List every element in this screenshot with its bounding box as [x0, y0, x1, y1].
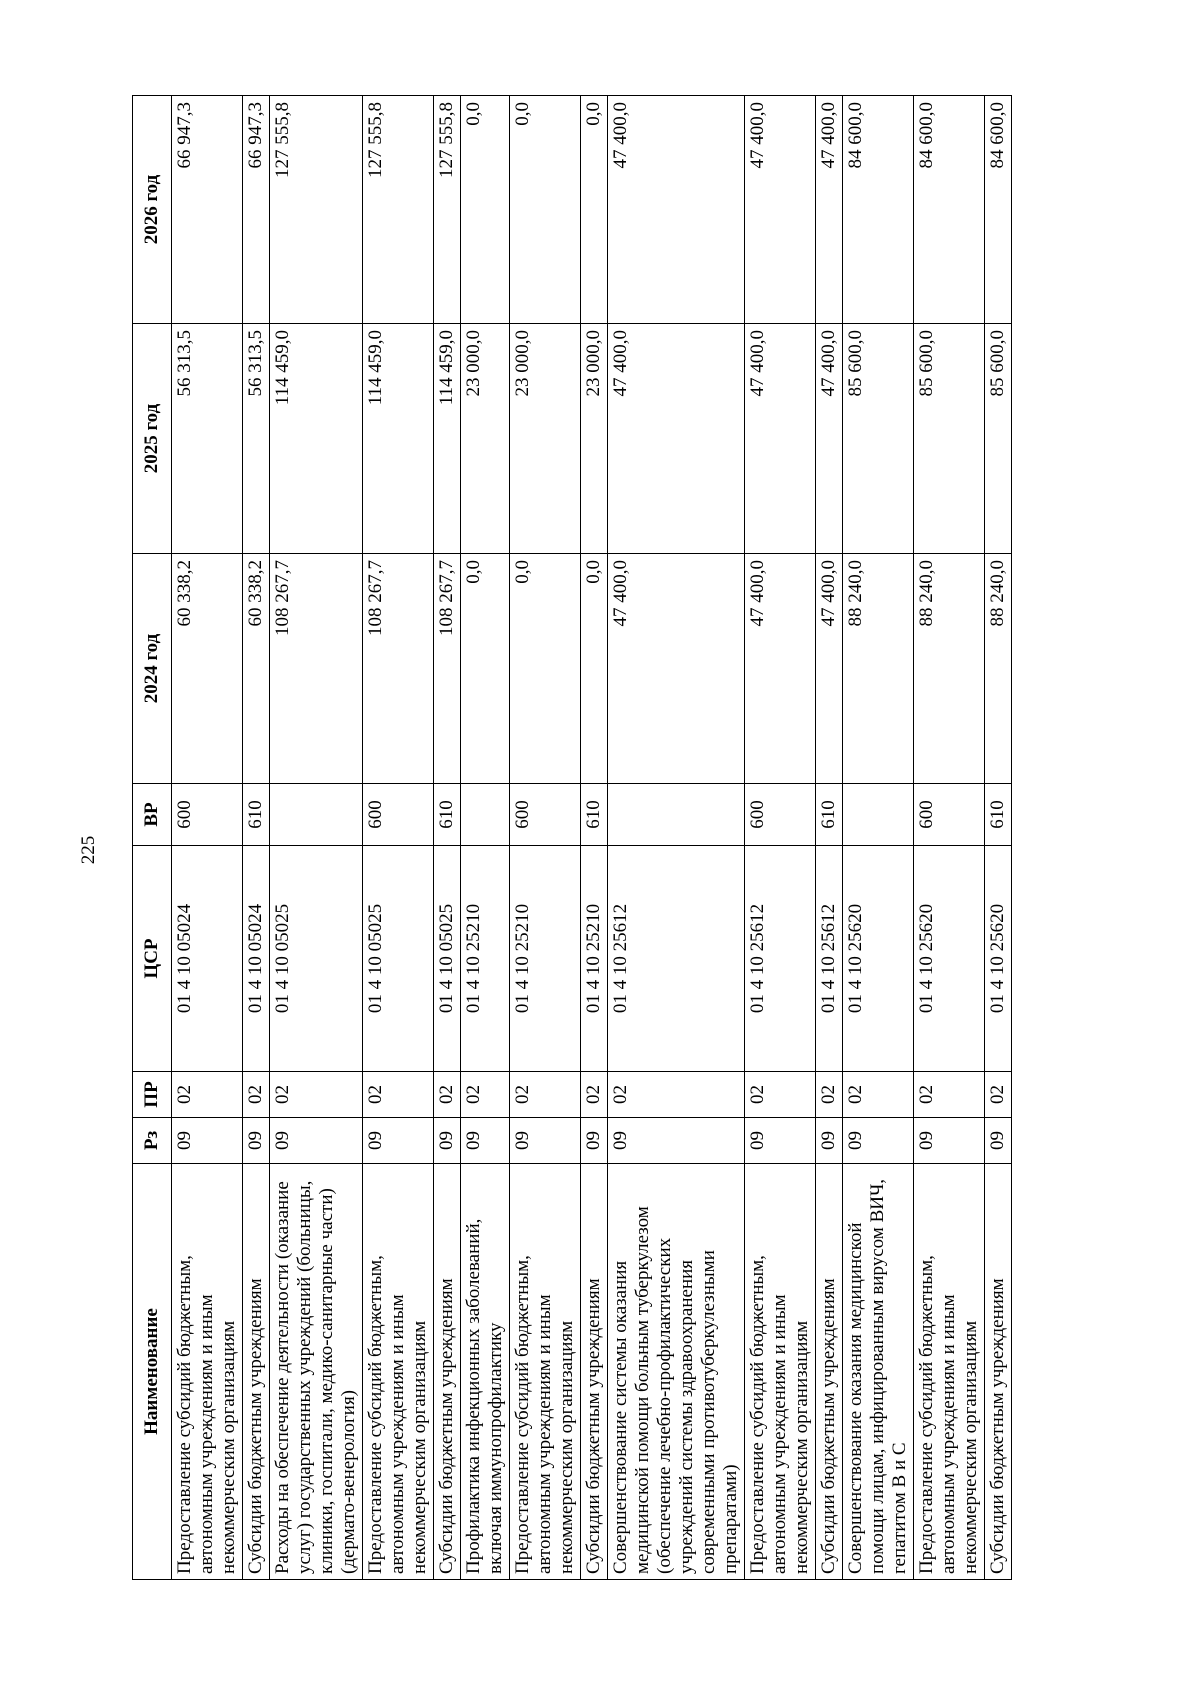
cell-csr: 01 4 10 25620: [843, 846, 914, 1072]
table-row: [816, 96, 843, 1580]
cell-name: Предоставление субсидий бюджетным, автономным учреждениям и иным некоммерческим организациям: [745, 1164, 816, 1580]
cell-vr: 600: [914, 784, 985, 846]
cell-2025: 114 459,0: [434, 324, 461, 554]
header-csr: ЦСР: [133, 846, 172, 1072]
cell-rz: 09: [363, 1118, 434, 1164]
cell-vr: [270, 784, 363, 846]
cell-pr: 02: [363, 1072, 434, 1118]
cell-pr: 02: [461, 1072, 510, 1118]
cell-rz: 09: [985, 1118, 1012, 1164]
cell-2026: 127 555,8: [270, 96, 363, 324]
cell-pr: 02: [172, 1072, 243, 1118]
cell-2025: 114 459,0: [270, 324, 363, 554]
cell-rz: 09: [434, 1118, 461, 1164]
table-row: [985, 96, 1012, 1580]
cell-2026: 66 947,3: [243, 96, 270, 324]
cell-2026: 127 555,8: [363, 96, 434, 324]
cell-2026: 0,0: [581, 96, 608, 324]
cell-2025: 114 459,0: [363, 324, 434, 554]
table-row: [745, 96, 816, 1580]
cell-pr: 02: [434, 1072, 461, 1118]
cell-2025: 23 000,0: [461, 324, 510, 554]
cell-name: Субсидии бюджетным учреждениям: [985, 1164, 1012, 1580]
header-rz: Рз: [133, 1118, 172, 1164]
cell-2025: 85 600,0: [843, 324, 914, 554]
cell-rz: 09: [581, 1118, 608, 1164]
cell-name: Субсидии бюджетным учреждениям: [434, 1164, 461, 1580]
cell-vr: [843, 784, 914, 846]
cell-rz: 09: [843, 1118, 914, 1164]
cell-csr: 01 4 10 25620: [985, 846, 1012, 1072]
table-row: [461, 96, 510, 1580]
cell-2026: 47 400,0: [745, 96, 816, 324]
cell-vr: 610: [434, 784, 461, 846]
cell-vr: 600: [510, 784, 581, 846]
header-2025: 2025 год: [133, 324, 172, 554]
cell-name: Совершенствование оказания медицинской помощи лицам, инфицированным вирусом ВИЧ, гепатитом В и С: [843, 1164, 914, 1580]
cell-csr: 01 4 10 05025: [434, 846, 461, 1072]
table-row: [363, 96, 434, 1580]
cell-rz: 09: [816, 1118, 843, 1164]
cell-2024: 0,0: [461, 554, 510, 784]
cell-2026: 0,0: [461, 96, 510, 324]
cell-name: Предоставление субсидий бюджетным, автономным учреждениям и иным некоммерческим организациям: [172, 1164, 243, 1580]
cell-2025: 85 600,0: [985, 324, 1012, 554]
cell-pr: 02: [914, 1072, 985, 1118]
cell-2024: 47 400,0: [745, 554, 816, 784]
cell-csr: 01 4 10 25612: [816, 846, 843, 1072]
cell-2024: 60 338,2: [243, 554, 270, 784]
cell-2024: 88 240,0: [914, 554, 985, 784]
cell-2026: 47 400,0: [608, 96, 745, 324]
cell-name: Расходы на обеспечение деятельности (оказание услуг) государственных учреждений (больницы, клиники, госпитали, медико-санитарные части) (дермато-венерология): [270, 1164, 363, 1580]
cell-csr: 01 4 10 25210: [510, 846, 581, 1072]
table-row: [434, 96, 461, 1580]
cell-pr: 02: [745, 1072, 816, 1118]
cell-pr: 02: [270, 1072, 363, 1118]
cell-pr: 02: [243, 1072, 270, 1118]
header-row: [133, 96, 172, 1580]
table-row: [843, 96, 914, 1580]
cell-2024: 88 240,0: [843, 554, 914, 784]
cell-name: Предоставление субсидий бюджетным, автономным учреждениям и иным некоммерческим организациям: [510, 1164, 581, 1580]
cell-rz: 09: [172, 1118, 243, 1164]
table-row: [914, 96, 985, 1580]
cell-rz: 09: [270, 1118, 363, 1164]
table-row: [510, 96, 581, 1580]
cell-2026: 47 400,0: [816, 96, 843, 324]
table-row: [581, 96, 608, 1580]
cell-csr: 01 4 10 05025: [363, 846, 434, 1072]
cell-csr: 01 4 10 05024: [243, 846, 270, 1072]
cell-2024: 0,0: [510, 554, 581, 784]
cell-name: Предоставление субсидий бюджетным, автономным учреждениям и иным некоммерческим организациям: [914, 1164, 985, 1580]
cell-2025: 56 313,5: [172, 324, 243, 554]
cell-pr: 02: [985, 1072, 1012, 1118]
cell-pr: 02: [608, 1072, 745, 1118]
cell-csr: 01 4 10 25612: [745, 846, 816, 1072]
cell-name: Субсидии бюджетным учреждениям: [581, 1164, 608, 1580]
cell-2026: 84 600,0: [843, 96, 914, 324]
cell-pr: 02: [843, 1072, 914, 1118]
cell-2024: 47 400,0: [816, 554, 843, 784]
cell-csr: 01 4 10 05025: [270, 846, 363, 1072]
cell-vr: 600: [745, 784, 816, 846]
cell-rz: 09: [243, 1118, 270, 1164]
header-pr: ПР: [133, 1072, 172, 1118]
cell-2025: 47 400,0: [816, 324, 843, 554]
cell-2024: 108 267,7: [434, 554, 461, 784]
table-row: [608, 96, 745, 1580]
cell-vr: 600: [172, 784, 243, 846]
cell-name: Субсидии бюджетным учреждениям: [816, 1164, 843, 1580]
cell-csr: 01 4 10 25620: [914, 846, 985, 1072]
rotated-table-container: [132, 96, 1008, 1580]
budget-table: [132, 95, 1012, 1580]
cell-rz: 09: [745, 1118, 816, 1164]
cell-pr: 02: [581, 1072, 608, 1118]
cell-rz: 09: [461, 1118, 510, 1164]
cell-csr: 01 4 10 25612: [608, 846, 745, 1072]
cell-2024: 108 267,7: [363, 554, 434, 784]
cell-csr: 01 4 10 25210: [461, 846, 510, 1072]
cell-name: Совершенствование системы оказания медицинской помощи больным туберкулезом (обеспечение лечебно-профилактических учреждений системы здравоохранения современными противотуберкулезными препаратами): [608, 1164, 745, 1580]
table-row: [172, 96, 243, 1580]
cell-2025: 23 000,0: [510, 324, 581, 554]
cell-2024: 88 240,0: [985, 554, 1012, 784]
header-2024: 2024 год: [133, 554, 172, 784]
cell-vr: [461, 784, 510, 846]
cell-csr: 01 4 10 05024: [172, 846, 243, 1072]
cell-2025: 47 400,0: [745, 324, 816, 554]
cell-2025: 23 000,0: [581, 324, 608, 554]
cell-2026: 127 555,8: [434, 96, 461, 324]
cell-csr: 01 4 10 25210: [581, 846, 608, 1072]
cell-rz: 09: [914, 1118, 985, 1164]
table-row: [243, 96, 270, 1580]
cell-name: Предоставление субсидий бюджетным, автономным учреждениям и иным некоммерческим организациям: [363, 1164, 434, 1580]
header-vr: ВР: [133, 784, 172, 846]
cell-vr: 610: [581, 784, 608, 846]
cell-2026: 0,0: [510, 96, 581, 324]
cell-rz: 09: [608, 1118, 745, 1164]
cell-vr: 610: [243, 784, 270, 846]
cell-rz: 09: [510, 1118, 581, 1164]
cell-pr: 02: [510, 1072, 581, 1118]
cell-2026: 84 600,0: [985, 96, 1012, 324]
cell-2024: 0,0: [581, 554, 608, 784]
cell-2025: 47 400,0: [608, 324, 745, 554]
cell-name: Субсидии бюджетным учреждениям: [243, 1164, 270, 1580]
cell-vr: [608, 784, 745, 846]
cell-2024: 47 400,0: [608, 554, 745, 784]
header-2026: 2026 год: [133, 96, 172, 324]
cell-name: Профилактика инфекционных заболеваний, включая иммунопрофилактику: [461, 1164, 510, 1580]
header-name: Наименование: [133, 1164, 172, 1580]
cell-2025: 56 313,5: [243, 324, 270, 554]
cell-2024: 60 338,2: [172, 554, 243, 784]
cell-2026: 84 600,0: [914, 96, 985, 324]
cell-vr: 600: [363, 784, 434, 846]
page-number: 225: [78, 835, 99, 865]
cell-vr: 610: [816, 784, 843, 846]
cell-pr: 02: [816, 1072, 843, 1118]
cell-vr: 610: [985, 784, 1012, 846]
cell-2024: 108 267,7: [270, 554, 363, 784]
cell-2026: 66 947,3: [172, 96, 243, 324]
table-row: [270, 96, 363, 1580]
cell-2025: 85 600,0: [914, 324, 985, 554]
